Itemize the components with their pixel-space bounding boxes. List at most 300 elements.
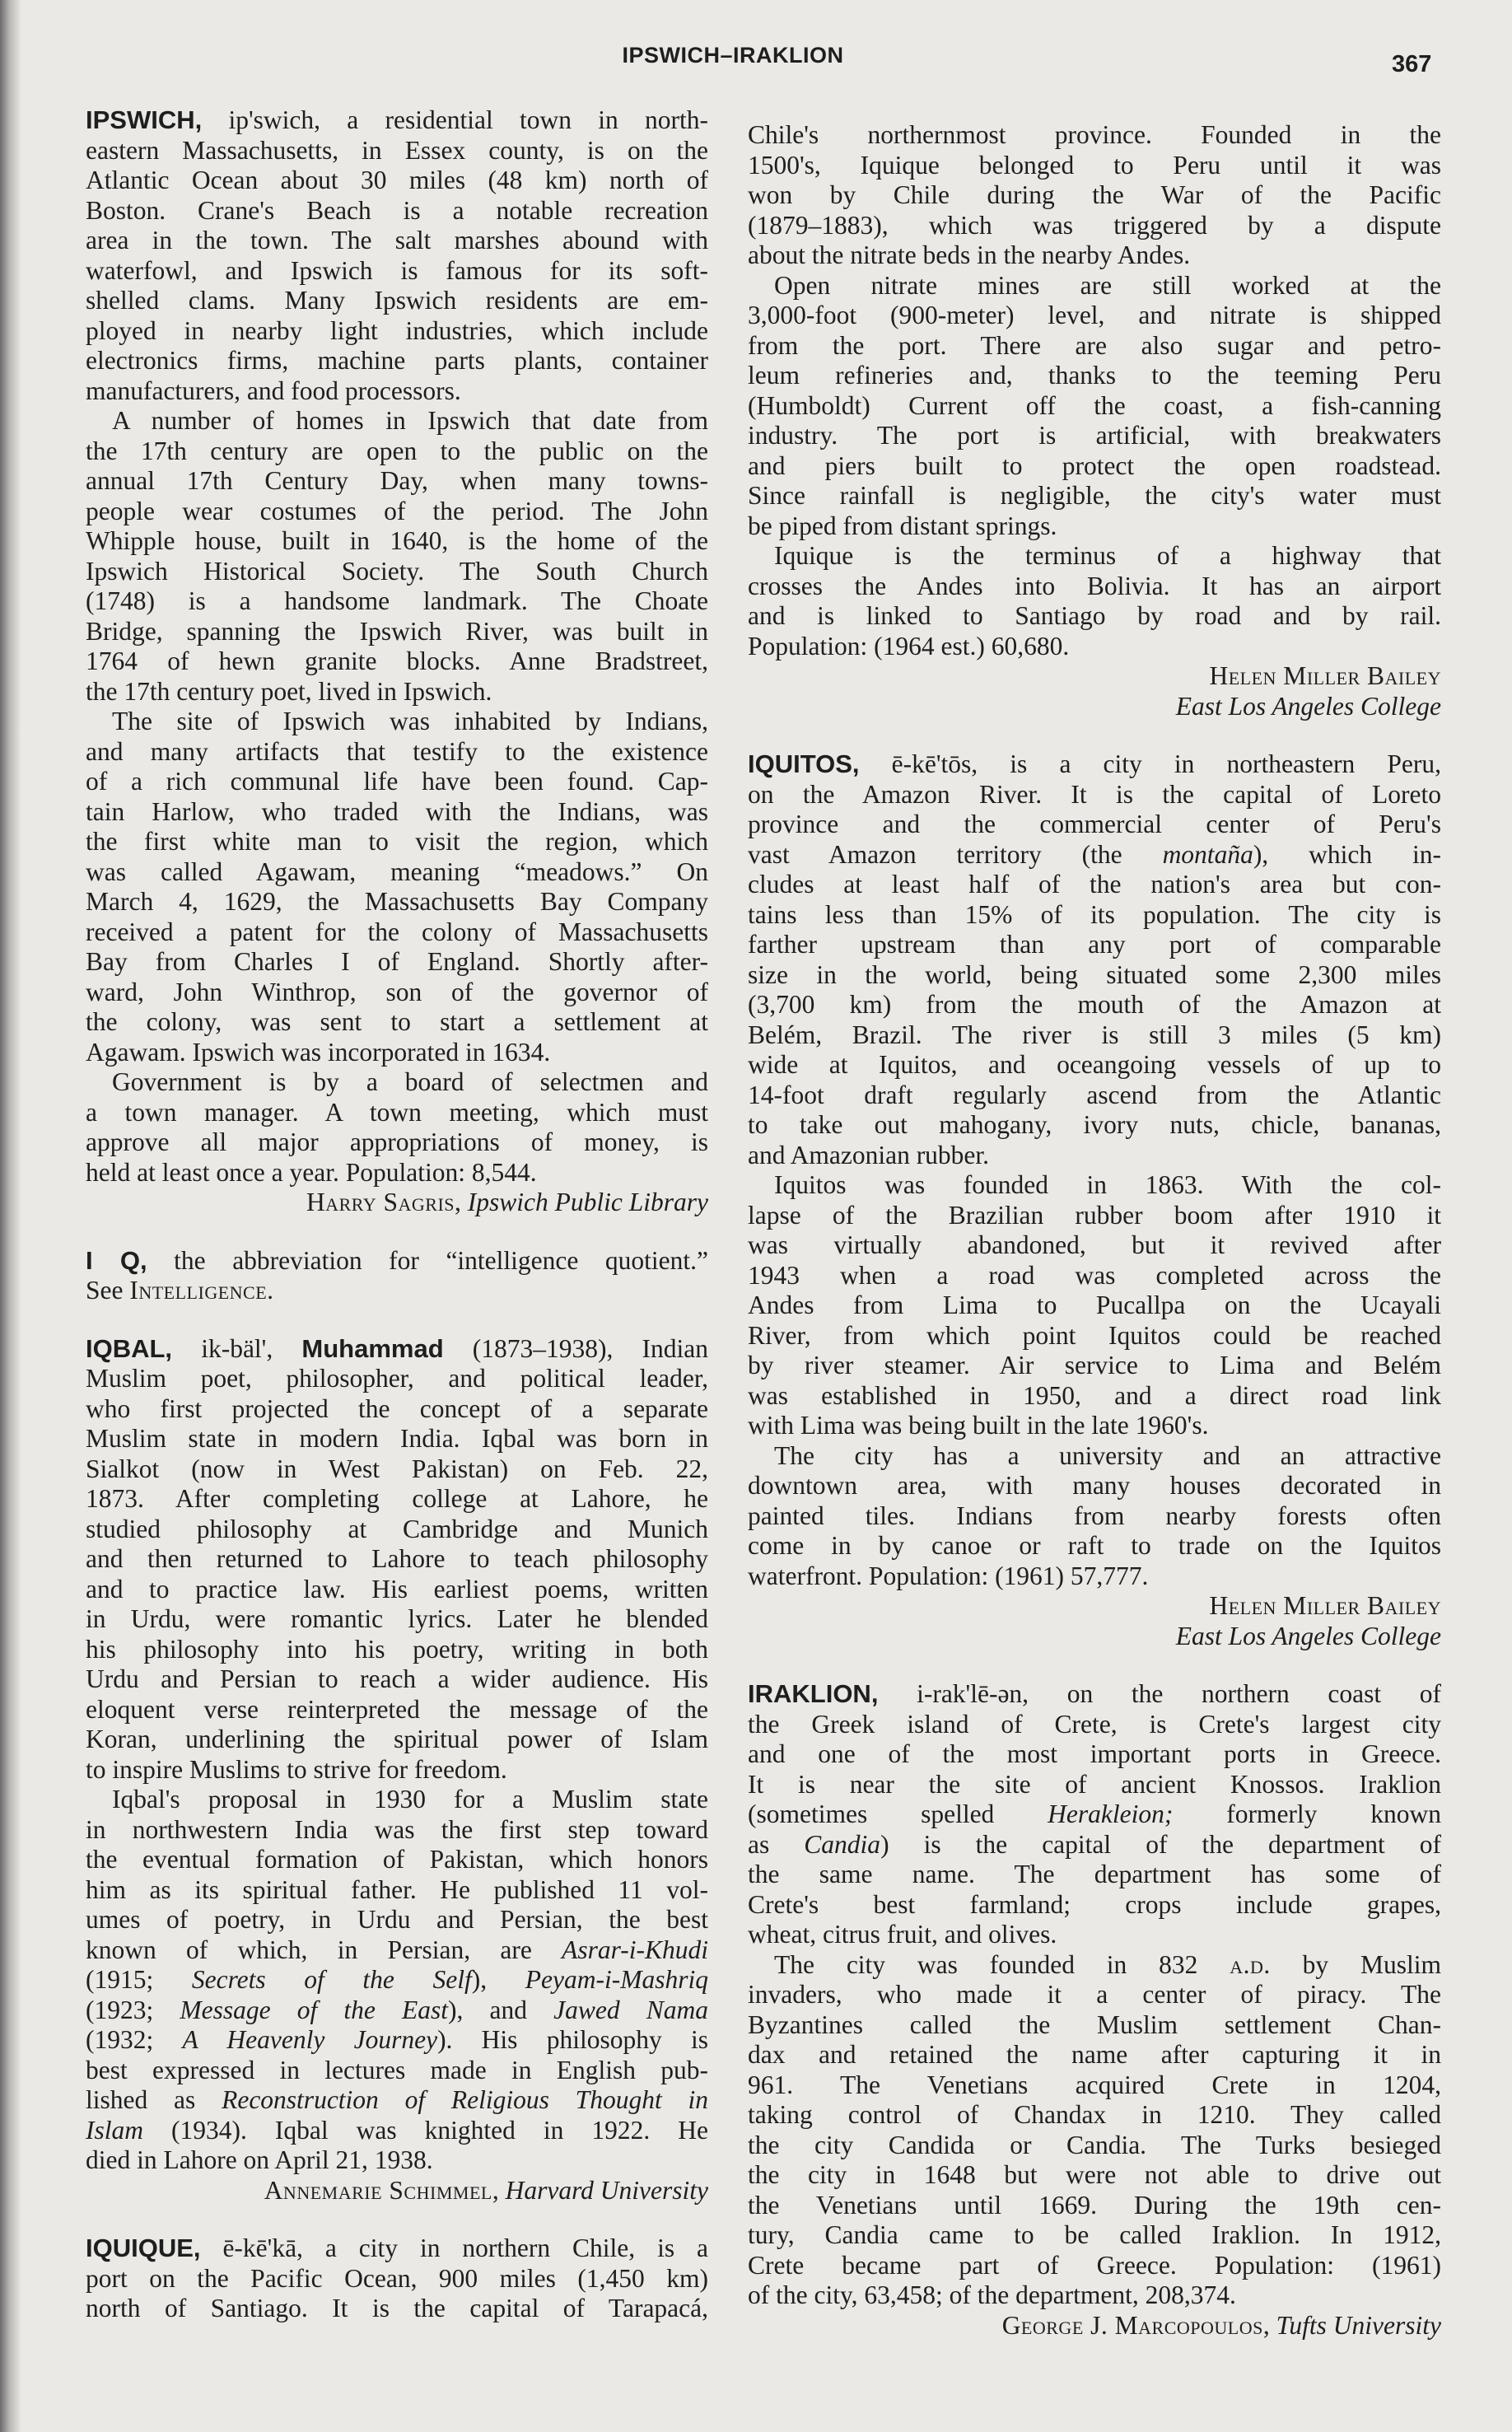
entry-headword: IQUIQUE, — [86, 2234, 201, 2262]
article-paragraph — [86, 707, 708, 1067]
article-paragraph — [748, 541, 1441, 661]
body-text: tury, Candia came to be called Iraklion. In 1912, — [748, 2220, 1441, 2249]
text-line — [86, 1935, 708, 1966]
text-line — [86, 1038, 708, 1068]
body-text: was established in 1950, and a direct road link — [748, 1380, 1441, 1410]
article-paragraph — [86, 1246, 708, 1306]
text-line — [86, 1604, 708, 1635]
body-text: electronics firms, machine parts plants, container — [86, 346, 708, 375]
body-text: the city Candida or Candia. The Turks besieged — [748, 2130, 1441, 2159]
body-text: , — [492, 2175, 506, 2205]
text-line — [86, 1334, 708, 1365]
small-caps-text: Helen Miller Bailey — [1209, 661, 1441, 690]
italic-text: A Heavenly Journey — [182, 2025, 438, 2054]
body-text: lished as — [86, 2085, 222, 2114]
body-text: ip'swich, a residential town in north- — [202, 105, 708, 134]
text-line — [86, 166, 708, 196]
body-text: (1934). Iqbal was knighted in 1922. He — [143, 2115, 708, 2145]
body-text: eastern Massachusetts, in Essex county, is on the — [86, 135, 708, 165]
body-text: port on the Pacific Ocean, 900 miles (1,450 km) — [86, 2263, 708, 2293]
text-line — [86, 1996, 708, 2026]
body-text: and then returned to Lahore to teach philosophy — [86, 1544, 708, 1573]
text-line — [86, 1127, 708, 1158]
text-line — [86, 1725, 708, 1755]
text-line — [86, 586, 708, 617]
small-caps-text: Helen Miller Bailey — [1209, 1591, 1441, 1620]
text-line — [748, 1561, 1441, 1592]
body-text: taking control of Chandax in 1210. They called — [748, 2100, 1441, 2129]
text-line — [748, 1261, 1441, 1291]
text-line — [748, 151, 1441, 181]
article-paragraph — [748, 1950, 1441, 2311]
body-text: A number of homes in Ipswich that date from — [112, 406, 708, 435]
body-text: The city was founded in 832 — [774, 1949, 1230, 1979]
body-text: Koran, underlining the spiritual power of Islam — [86, 1725, 708, 1753]
entry-headword: IQBAL, — [86, 1333, 173, 1363]
body-text: Whipple house, built in 1640, is the home of the — [86, 526, 708, 555]
text-line — [86, 406, 708, 436]
article-paragraph — [748, 271, 1441, 542]
text-line — [86, 1875, 708, 1906]
body-text: It is near the site of ancient Knossos. Iraklion — [748, 1769, 1441, 1799]
body-text: Belém, Brazil. The river is still 3 miles (5 km) — [748, 1020, 1441, 1049]
text-line — [86, 466, 708, 497]
body-text: Iquique is the terminus of a highway that — [774, 541, 1441, 570]
body-text: and one of the most important ports in Greece. — [748, 1739, 1441, 1768]
body-text: painted tiles. Indians from nearby forests often — [748, 1501, 1441, 1530]
small-caps-text: Harry Sagris — [306, 1188, 455, 1216]
body-text: Chile's northernmost province. Founded in the — [748, 120, 1441, 149]
text-line — [748, 572, 1441, 602]
text-line — [86, 647, 708, 677]
body-text: (1879–1883), which was triggered by a dispute — [748, 210, 1441, 240]
text-line — [748, 421, 1441, 451]
body-text: the Greek island of Crete, is Crete's largest city — [748, 1709, 1441, 1739]
text-line — [86, 2176, 708, 2206]
body-text: approve all major appropriations of money, is — [86, 1127, 708, 1156]
article-paragraph — [748, 1441, 1441, 1592]
italic-text: Herakleion; — [1048, 1799, 1174, 1828]
body-text: and Amazonian rubber. — [748, 1140, 990, 1169]
body-text: known of which, in Persian, are — [86, 1935, 562, 1964]
body-text: Bridge, spanning the Ipswich River, was built in — [86, 616, 708, 646]
body-text: and many artifacts that testify to the existence — [86, 736, 708, 766]
body-text: Agawam. Ipswich was incorporated in 1634. — [86, 1037, 551, 1067]
text-line — [748, 810, 1441, 840]
body-text: River, from which point Iquitos could be reached — [748, 1320, 1441, 1350]
text-line — [86, 1098, 708, 1128]
text-line — [748, 692, 1441, 722]
text-line — [748, 990, 1441, 1020]
body-text: eloquent verse reinterpreted the message of the — [86, 1694, 708, 1724]
text-line — [748, 271, 1441, 301]
body-text: the abbreviation for “intelligence quotient.” — [147, 1245, 708, 1275]
text-line — [748, 511, 1441, 542]
text-line — [748, 930, 1441, 960]
body-text: his philosophy into his poetry, writing in both — [86, 1634, 708, 1664]
body-text: the Venetians until 1669. During the 19th cen- — [748, 2190, 1441, 2220]
body-text: wheat, citrus fruit, and olives. — [748, 1920, 1057, 1949]
body-text: the colony, was sent to start a settlement at — [86, 1007, 708, 1036]
body-text: shelled clams. Many Ipswich residents are em- — [86, 286, 708, 315]
small-caps-text: George J. Marcopoulos — [1001, 2310, 1263, 2340]
page-edge-shadow — [0, 0, 21, 2432]
body-text: formerly known — [1173, 1799, 1442, 1828]
italic-text: Peyam-i-Mashriq — [525, 1965, 708, 1994]
body-text: crosses the Andes into Bolivia. It has an airport — [748, 571, 1441, 600]
author-signature — [86, 2176, 708, 2206]
text-line — [86, 1664, 708, 1695]
body-text: the first white man to visit the region, which — [86, 827, 708, 856]
body-text: ), — [471, 1965, 525, 1994]
body-text: Ipswich Historical Society. The South Church — [86, 556, 708, 586]
entry-headword: IRAKLION, — [748, 1679, 879, 1708]
text-line — [86, 917, 708, 948]
text-line — [86, 1484, 708, 1515]
body-text: won by Chile during the War of the Pacific — [748, 180, 1441, 209]
text-line — [86, 1905, 708, 1935]
body-text: (Humboldt) Current off the coast, a fish-canning — [748, 390, 1441, 420]
text-line — [86, 526, 708, 557]
body-text: i-rak'lē-ən, on the northern coast of — [878, 1679, 1441, 1708]
body-text: ), which in- — [1253, 839, 1441, 869]
body-text: held at least once a year. Population: 8,544. — [86, 1157, 537, 1187]
small-caps-text: Intelligence — [129, 1276, 268, 1305]
text-line — [748, 1020, 1441, 1051]
author-signature — [748, 1591, 1441, 1651]
body-text: (1915; — [86, 1965, 192, 1994]
body-text: from the port. There are also sugar and petro- — [748, 330, 1441, 360]
body-text: ), and — [448, 1995, 554, 2024]
article-paragraph — [86, 1334, 708, 1785]
body-text: best expressed in lectures made in English pub- — [86, 2055, 708, 2084]
body-text: the same name. The department has some of — [748, 1860, 1441, 1888]
body-text: Urdu and Persian to reach a wider audience. His — [86, 1664, 708, 1693]
body-text: annual 17th Century Day, when many towns- — [86, 466, 708, 495]
body-text: ). His philosophy is — [437, 2025, 708, 2054]
body-text: invaders, who made it a center of piracy. The — [748, 1980, 1441, 2009]
italic-text: Islam — [86, 2115, 143, 2145]
body-text: 1873. After completing college at Lahore, he — [86, 1484, 708, 1513]
entry-headword: IQUITOS, — [748, 749, 860, 778]
body-text: people wear costumes of the period. The John — [86, 496, 708, 525]
body-text: industry. The port is artificial, with breakwaters — [748, 421, 1441, 450]
text-line — [86, 1424, 708, 1454]
text-line — [86, 226, 708, 256]
text-line — [86, 286, 708, 316]
italic-text: montaña — [1162, 839, 1253, 869]
text-line — [86, 1815, 708, 1846]
text-line — [748, 960, 1441, 991]
body-text: ē-kē'kā, a city in northern Chile, is a — [200, 2234, 708, 2262]
body-text: (3,700 km) from the mouth of the Amazon at — [748, 990, 1441, 1019]
text-line — [748, 451, 1441, 482]
text-line — [86, 1965, 708, 1996]
article-paragraph — [748, 120, 1441, 271]
body-text: 3,000-foot (900-meter) level, and nitrate is shipped — [748, 301, 1441, 329]
italic-text: Ipswich Public Library — [467, 1188, 708, 1216]
text-line — [748, 2251, 1441, 2281]
text-line — [748, 1860, 1441, 1890]
text-line — [748, 2100, 1441, 2131]
text-line — [748, 780, 1441, 810]
text-line — [748, 1321, 1441, 1351]
text-line — [748, 2010, 1441, 2041]
text-line — [748, 2280, 1441, 2311]
text-line — [86, 1007, 708, 1038]
text-line — [748, 1201, 1441, 1231]
text-line — [748, 1920, 1441, 1950]
text-line — [86, 1544, 708, 1575]
body-text: ployed in nearby light industries, which include — [86, 315, 708, 345]
text-line — [86, 2294, 708, 2324]
text-line — [86, 1246, 708, 1277]
text-line — [86, 1515, 708, 1545]
body-text: Crete became part of Greece. Population: (1961) — [748, 2250, 1441, 2280]
italic-text: Harvard University — [505, 2175, 708, 2205]
text-line — [86, 2234, 708, 2264]
italic-text: Message of the East — [180, 1995, 448, 2024]
body-text: died in Lahore on April 21, 1938. — [86, 2145, 433, 2174]
body-text: come in by canoe or raft to trade on the Iquitos — [748, 1531, 1441, 1560]
body-text: , — [1262, 2310, 1276, 2340]
italic-text: Secrets of the Self — [191, 1965, 472, 1994]
body-text: by river steamer. Air service to Lima and Belém — [748, 1351, 1441, 1379]
italic-text: Jawed Nama — [553, 1995, 708, 2024]
text-line — [748, 661, 1441, 692]
text-line — [86, 827, 708, 857]
author-signature — [748, 2311, 1441, 2341]
text-line — [86, 316, 708, 347]
text-line — [748, 1351, 1441, 1381]
text-line — [86, 105, 708, 136]
text-line — [86, 1364, 708, 1394]
body-text: ē-kē'tōs, is a city in northeastern Peru, — [859, 749, 1441, 778]
text-line — [86, 1695, 708, 1725]
text-line — [86, 346, 708, 376]
text-line — [748, 361, 1441, 391]
body-text: , — [455, 1188, 468, 1216]
article-paragraph — [748, 1170, 1441, 1441]
text-line — [748, 120, 1441, 151]
body-text: (sometimes spelled — [748, 1799, 1048, 1828]
text-line — [86, 978, 708, 1008]
text-line — [748, 2040, 1441, 2070]
body-text: (1932; — [86, 2025, 183, 2054]
text-line — [748, 391, 1441, 422]
text-line — [86, 857, 708, 888]
text-line — [86, 797, 708, 828]
text-line — [748, 1710, 1441, 1740]
body-text: about the nitrate beds in the nearby Andes. — [748, 240, 1191, 269]
text-line — [86, 436, 708, 467]
text-line — [86, 1158, 708, 1188]
body-text: Muslim state in modern India. Iqbal was born in — [86, 1424, 708, 1453]
text-line — [86, 136, 708, 166]
text-line — [748, 900, 1441, 931]
body-text: . — [267, 1276, 274, 1305]
text-line — [748, 1890, 1441, 1921]
body-text: lapse of the Brazilian rubber boom after 1910 it — [748, 1200, 1441, 1230]
text-line — [86, 1067, 708, 1098]
text-line — [86, 1276, 708, 1306]
body-text: him as its spiritual father. He published 11 vol- — [86, 1874, 708, 1904]
text-line — [748, 2131, 1441, 2161]
body-text: ) is the capital of the department of — [880, 1829, 1441, 1859]
text-line — [86, 707, 708, 737]
body-text: Byzantines called the Muslim settlement Chan- — [748, 2010, 1441, 2039]
body-text: north of Santiago. It is the capital of Tarapacá, — [86, 2294, 708, 2322]
text-line — [86, 617, 708, 647]
body-text: the 17th century are open to the public on the — [86, 436, 708, 465]
body-text: waterfront. Population: (1961) 57,777. — [748, 1561, 1149, 1590]
text-line — [748, 2220, 1441, 2251]
body-text: Sialkot (now in West Pakistan) on Feb. 22, — [86, 1454, 708, 1483]
body-text: ik-bäl', — [172, 1333, 302, 1363]
text-line — [748, 1381, 1441, 1412]
body-text: Open nitrate mines are still worked at the — [774, 270, 1441, 300]
body-text: a town manager. A town meeting, which must — [86, 1097, 708, 1127]
body-text: manufacturers, and food processors. — [86, 376, 461, 405]
text-line — [748, 1230, 1441, 1261]
article-paragraph — [748, 1679, 1441, 1950]
body-text: tain Harlow, who traded with the Indians, was — [86, 796, 708, 826]
text-line — [86, 376, 708, 407]
text-line — [86, 1845, 708, 1875]
text-line — [748, 1799, 1441, 1830]
body-text: and piers built to protect the open roadstead. — [748, 450, 1441, 480]
right-column — [748, 120, 1441, 2341]
body-text: waterfowl, and Ipswich is famous for its soft- — [86, 255, 708, 285]
text-line — [86, 2264, 708, 2294]
body-text: (1923; — [86, 1995, 180, 2024]
text-line — [86, 256, 708, 287]
body-text: on the Amazon River. It is the capital of Loreto — [748, 779, 1441, 809]
body-text: size in the world, being situated some 2,300 miles — [748, 959, 1441, 989]
text-line — [748, 1050, 1441, 1081]
small-caps-text: a.d. — [1230, 1949, 1271, 1979]
body-text: vast Amazon territory (the — [748, 839, 1163, 869]
body-text: (1873–1938), Indian — [443, 1333, 709, 1363]
body-text: The city has a university and an attractive — [774, 1440, 1441, 1470]
article-paragraph — [86, 105, 708, 406]
article-paragraph — [86, 1067, 708, 1188]
text-line — [748, 1591, 1441, 1622]
body-text: tains less than 15% of its population. The city is — [748, 899, 1441, 929]
text-line — [748, 481, 1441, 511]
text-line — [748, 1411, 1441, 1441]
text-line — [748, 1441, 1441, 1472]
body-text: 1500's, Iquique belonged to Peru until it was — [748, 150, 1441, 180]
author-signature — [748, 661, 1441, 721]
entry-headword: IPSWICH, — [86, 105, 203, 134]
text-line — [86, 947, 708, 978]
text-line — [86, 497, 708, 527]
text-line — [748, 1739, 1441, 1770]
body-text: Andes from Lima to Pucallpa on the Ucayali — [748, 1291, 1441, 1319]
body-text: by Muslim — [1270, 1949, 1441, 1979]
small-caps-text: Annemarie Schimmel — [264, 2175, 492, 2205]
text-line — [86, 2116, 708, 2146]
text-line — [748, 541, 1441, 572]
text-line — [748, 1501, 1441, 1532]
body-text: Crete's best farmland; crops include grapes, — [748, 1889, 1441, 1919]
body-text: to take out mahogany, ivory nuts, chicle, bananas, — [748, 1110, 1441, 1139]
body-text: and to practice law. His earliest poems, written — [86, 1574, 708, 1603]
text-line — [748, 1081, 1441, 1111]
text-line — [86, 1188, 708, 1218]
body-text: umes of poetry, in Urdu and Persian, the best — [86, 1905, 708, 1934]
body-text: be piped from distant springs. — [748, 511, 1057, 540]
body-text: Iquitos was founded in 1863. With the col- — [774, 1170, 1441, 1199]
body-text: Bay from Charles I of England. Shortly after- — [86, 947, 708, 976]
text-line — [86, 1755, 708, 1785]
entry-headword: Muhammad — [301, 1333, 444, 1363]
text-line — [748, 1471, 1441, 1501]
body-text: Iqbal's proposal in 1930 for a Muslim state — [112, 1785, 708, 1813]
body-text: of a rich communal life have been found. Cap- — [86, 767, 708, 796]
body-text: 14-foot draft regularly ascend from the Atlantic — [748, 1080, 1441, 1109]
text-line — [86, 196, 708, 226]
text-line — [748, 1980, 1441, 2010]
body-text: as — [748, 1829, 805, 1859]
article-paragraph — [86, 1785, 708, 2176]
body-text: Muslim poet, philosopher, and political leader, — [86, 1364, 708, 1393]
body-text: March 4, 1629, the Massachusetts Bay Company — [86, 887, 708, 916]
text-line — [748, 1830, 1441, 1860]
body-text: Boston. Crane's Beach is a notable recreation — [86, 195, 708, 225]
text-line — [86, 1394, 708, 1425]
body-text: received a patent for the colony of Massachusetts — [86, 917, 708, 946]
text-line — [86, 2085, 708, 2116]
body-text: farther upstream than any port of comparable — [748, 930, 1441, 959]
text-line — [86, 2025, 708, 2056]
body-text: Atlantic Ocean about 30 miles (48 km) north of — [86, 166, 708, 194]
text-line — [86, 2056, 708, 2086]
body-text: 1943 when a road was completed across the — [748, 1260, 1441, 1290]
article-paragraph — [748, 749, 1441, 1170]
body-text: studied philosophy at Cambridge and Munich — [86, 1514, 708, 1543]
text-line — [748, 1531, 1441, 1561]
author-signature — [86, 1188, 708, 1218]
italic-text: East Los Angeles College — [1175, 1621, 1441, 1650]
text-line — [748, 1770, 1441, 1800]
body-text: was virtually abandoned, but it revived after — [748, 1230, 1441, 1259]
text-line — [86, 887, 708, 917]
body-text: Government is by a board of selectmen and — [112, 1067, 708, 1096]
body-text: Population: (1964 est.) 60,680. — [748, 631, 1070, 661]
text-line — [86, 557, 708, 587]
body-text: cludes at least half of the nation's area but con- — [748, 870, 1441, 899]
text-line — [748, 240, 1441, 271]
page-number: 367 — [1392, 51, 1432, 77]
body-text: See — [86, 1276, 130, 1305]
body-text: downtown area, with many houses decorated in — [748, 1471, 1441, 1500]
text-line — [748, 2191, 1441, 2221]
body-text: ward, John Winthrop, son of the governor of — [86, 977, 708, 1006]
body-text: and is linked to Santiago by road and by rail. — [748, 601, 1441, 630]
text-line — [748, 1679, 1441, 1710]
entry-headword: I Q, — [86, 1245, 147, 1275]
text-line — [748, 601, 1441, 632]
text-line — [748, 840, 1441, 871]
text-line — [748, 2311, 1441, 2341]
text-line — [748, 1950, 1441, 1981]
body-text: the 17th century poet, lived in Ipswich. — [86, 676, 492, 706]
article-paragraph — [86, 406, 708, 707]
body-text: area in the town. The salt marshes abound with — [86, 226, 708, 254]
body-text: The site of Ipswich was inhabited by Indians, — [112, 707, 708, 735]
